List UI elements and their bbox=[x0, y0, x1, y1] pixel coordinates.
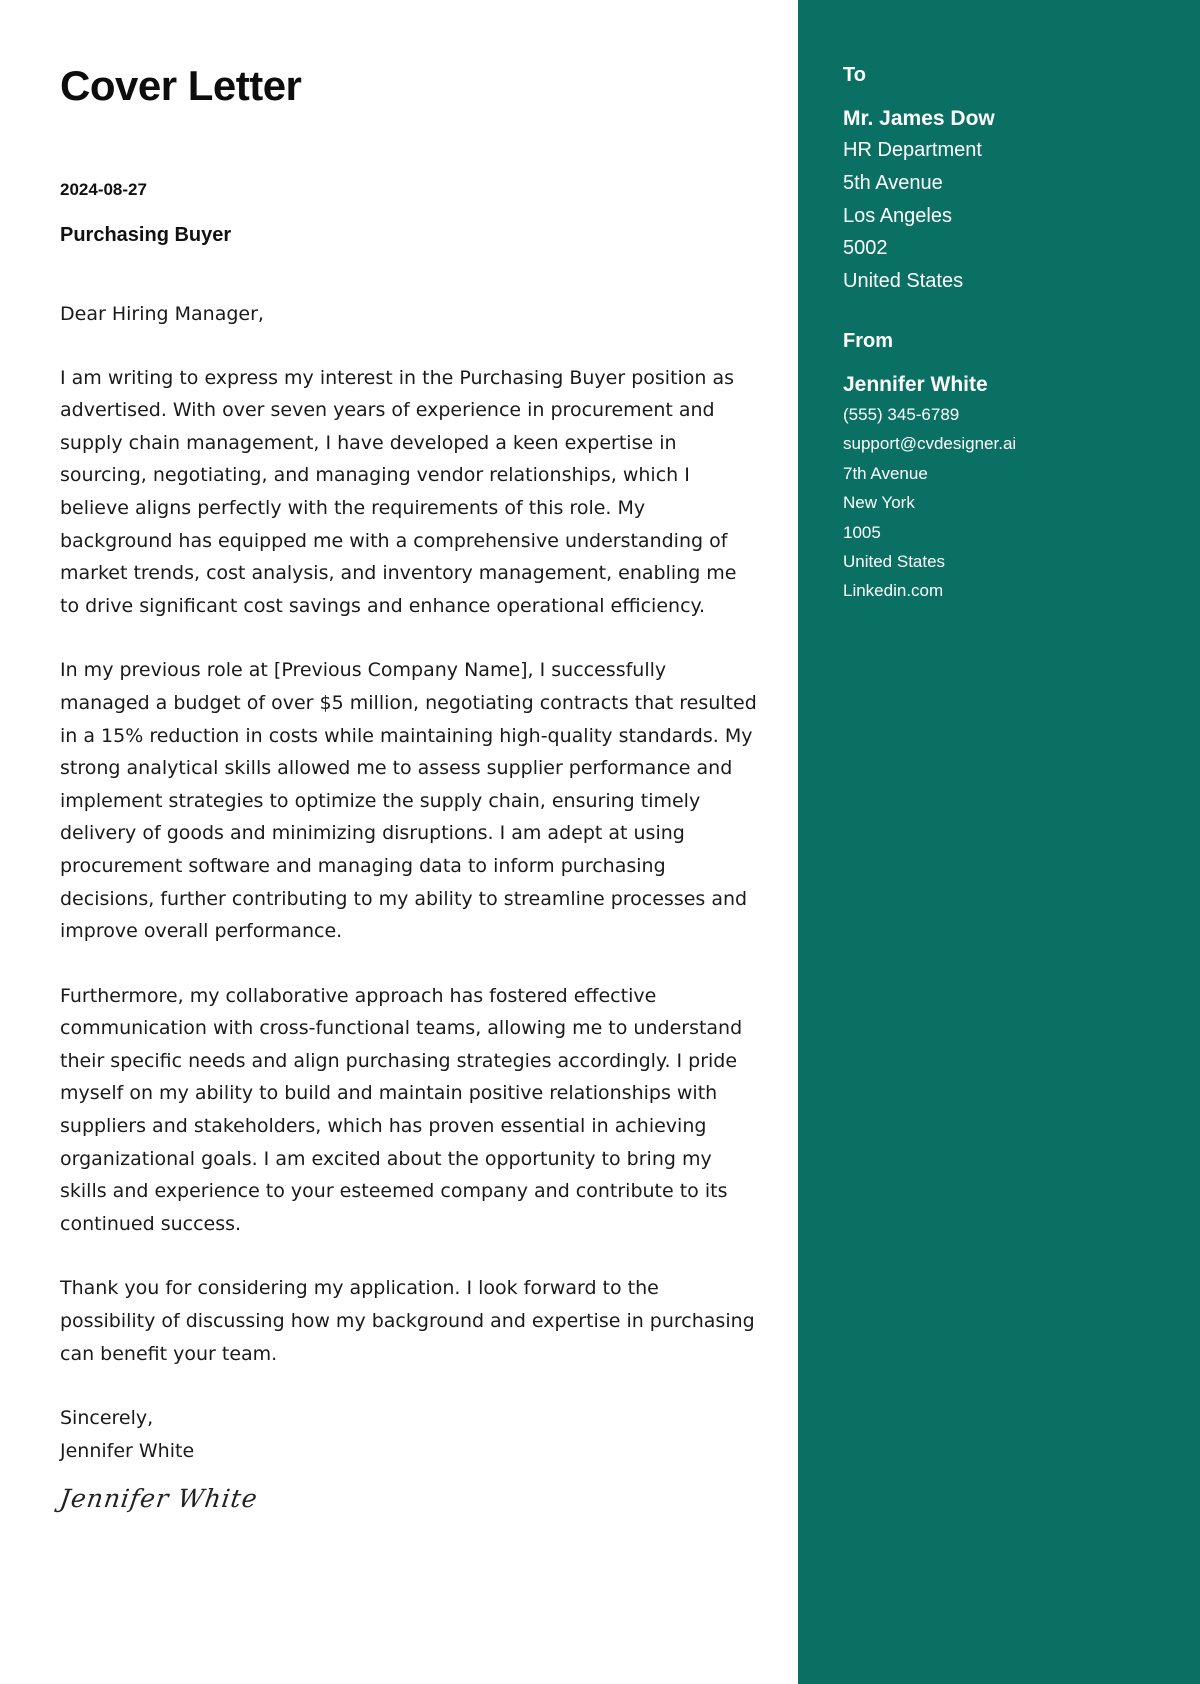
to-label: To bbox=[843, 64, 866, 86]
body-paragraph: In my previous role at [Previous Company Name], I successfully managed a budget of over $5 million, negotiating contracts that resulted in a 15% reduction in costs while maintaining high-quality standards. My strong analytical skills allowed me to assess supplier performance and implement strategies to optimize the supply chain, ensuring timely delivery of goods and minimizing disruptions. I am adept at using procurement software and managing data to inform purchasing decisions, further contributing to my ability to streamline processes and improve overall performance. bbox=[60, 659, 757, 943]
sender-phone: (555) 345-6789 bbox=[843, 404, 960, 424]
sender-name: Jennifer White bbox=[60, 1439, 195, 1462]
sender-name-sidebar: Jennifer White bbox=[843, 372, 988, 396]
recipient-name: Mr. James Dow bbox=[843, 107, 995, 130]
sender-street: 7th Avenue bbox=[843, 463, 928, 483]
letter-date: 2024-08-27 bbox=[60, 180, 147, 199]
body-paragraph: Thank you for considering my application. I look forward to the possibility of discussing how my background and expertise in purchasing can benefit your team. bbox=[60, 1277, 755, 1365]
from-label: From bbox=[843, 329, 893, 352]
letter-body bbox=[60, 298, 760, 1518]
closing: Sincerely, bbox=[60, 1407, 154, 1430]
body-paragraph: I am writing to express my interest in the Purchasing Buyer position as advertised. With over seven years of experience in procurement and supply chain management, I have developed a keen expertise in sourcing, negotiating, and managing vendor relationships, which I believe aligns perfectly with the requirements of this role. My background has equipped me with a comprehensive understanding of market trends, cost analysis, and inventory management, enabling me to drive significant cost savings and enhance operational efficiency. bbox=[60, 366, 737, 617]
body-paragraph: Furthermore, my collaborative approach has fostered effective communication with cross-functional teams, allowing me to understand their specific needs and align purchasing strategies accordingly. I pride myself on my ability to build and maintain positive relationships with suppliers and stakeholders, which has proven essential in achieving organizational goals. I am excited about the opportunity to bring my skills and experience to your esteemed company and contribute to its continued success. bbox=[60, 984, 743, 1235]
recipient-department: HR Department bbox=[843, 139, 982, 161]
recipient-postcode: 5002 bbox=[843, 237, 888, 260]
recipient-city: Los Angeles bbox=[843, 204, 952, 227]
contact-sidebar bbox=[798, 0, 1200, 1684]
sender-email: support@cvdesigner.ai bbox=[843, 434, 1017, 454]
sender-country: United States bbox=[843, 552, 946, 572]
page-title: Cover Letter bbox=[60, 62, 302, 109]
sender-postcode: 1005 bbox=[843, 522, 881, 542]
salutation: Dear Hiring Manager, bbox=[60, 303, 264, 325]
position-title: Purchasing Buyer bbox=[60, 224, 232, 246]
sender-linkedin: Linkedin.com bbox=[843, 581, 944, 601]
sender-details bbox=[843, 400, 1183, 606]
sidebar-content bbox=[843, 60, 1183, 606]
recipient-street: 5th Avenue bbox=[843, 171, 943, 194]
handwritten-signature: Jennifer White bbox=[58, 1484, 260, 1514]
recipient-country: United States bbox=[843, 270, 964, 293]
sender-city: New York bbox=[843, 493, 915, 513]
